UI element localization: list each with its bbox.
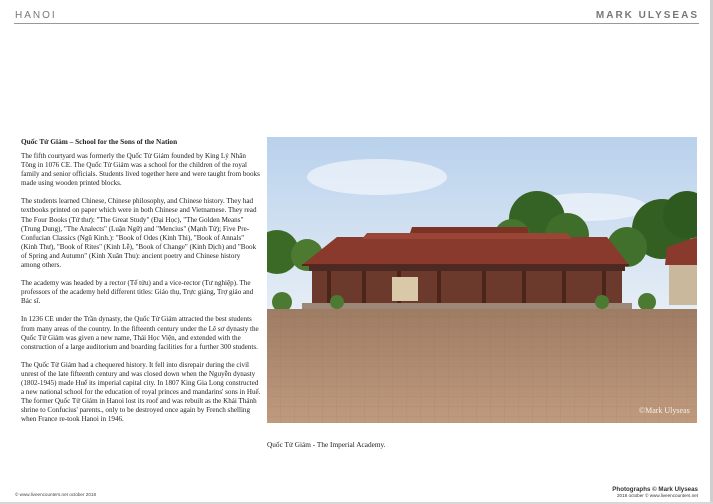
academy-photo: [267, 137, 697, 423]
article-paragraph: The academy was headed by a rector (Tế tửu) and a vice-rector (Tư nghiệp). The professors of the academy held different titles: Giáo thụ, Trực giảng, Trợ giáo and Bác sĩ.: [21, 279, 254, 306]
photo-caption: Quốc Tử Giám - The Imperial Academy.: [267, 440, 386, 449]
footer-site-credit: 2018 october © www.liveencounters.net: [616, 493, 698, 498]
footer-photo-credit: Photographs © Mark Ulyseas: [612, 486, 698, 493]
author-header: MARK ULYSEAS: [595, 10, 699, 21]
footer-copyright: © www.liveencounters.net october 2018: [15, 492, 97, 497]
article-paragraph: The fifth courtyard was formerly the Quốc Tử Giám founded by King Lý Nhân Tông in 1076 CE. The Quốc Tử Giám was a school for the children of the royal family and senior officials. Students lived together here and were taught from books made using wooden printed blocks.: [21, 152, 260, 188]
hall: [302, 227, 632, 309]
article-paragraph: The Quốc Tử Giám had a chequered history. It fell into disrepair during the civil unrest of the late fifteenth century and was closed down when the Nguyễn dynasty (1802-1945) made Huế its imperial capital city. In 1807 King Gia Long constructed a new national school for the education of royal princes and mandarins' sons in Huế. The former Quốc Tử Giám in Hanoi lost its roof and was rebuilt as the Khải Thánh shrine to Confucius' parents., only to be destroyed once again by French shelling when France re-took Hanoi in 1946.: [21, 360, 261, 424]
article-paragraph: In 1236 CE under the Trần dynasty, the Quốc Tử Giám attracted the best students from many areas of the country. In the fifteenth century under the Lê sơ dynasty the Quốc Tử Giám was given a new name, Thái Học Viện, and extended with the construction of a large auditorium and boarding facilities for a further 300 students.: [21, 315, 259, 351]
footer-credits: [612, 486, 698, 498]
article-title: Quốc Tử Giám – School for the Sons of the Nation: [21, 137, 178, 146]
photo-watermark: ©Mark Ulyseas: [639, 406, 690, 415]
article-paragraph: The students learned Chinese, Chinese philosophy, and Chinese history. They had textbooks printed on paper which were in both Chinese and Vietnamese. They read The Four Books (Tứ thư): "The Great Study" (Đại Học), "The Golden Means" (Trung Dung), "The Analects" (Luận Ngữ) and "Mencius" (Mạnh Tử); Five Pre-Confucian Classics (Ngũ Kinh.): "Book of Odes (Kinh Thi), "Book of Annals" (Kinh Thư), "Book of Rites" (Kinh Lễ), "Book of Change" (Kinh Dịch) and "Book of Spring and Autumn" (Kinh Xuân Thu): ancient poetry and Chinese history among others.: [21, 197, 257, 270]
section-header: HANOI: [15, 10, 57, 21]
header-rule: [14, 23, 699, 24]
article-body: [21, 152, 261, 433]
